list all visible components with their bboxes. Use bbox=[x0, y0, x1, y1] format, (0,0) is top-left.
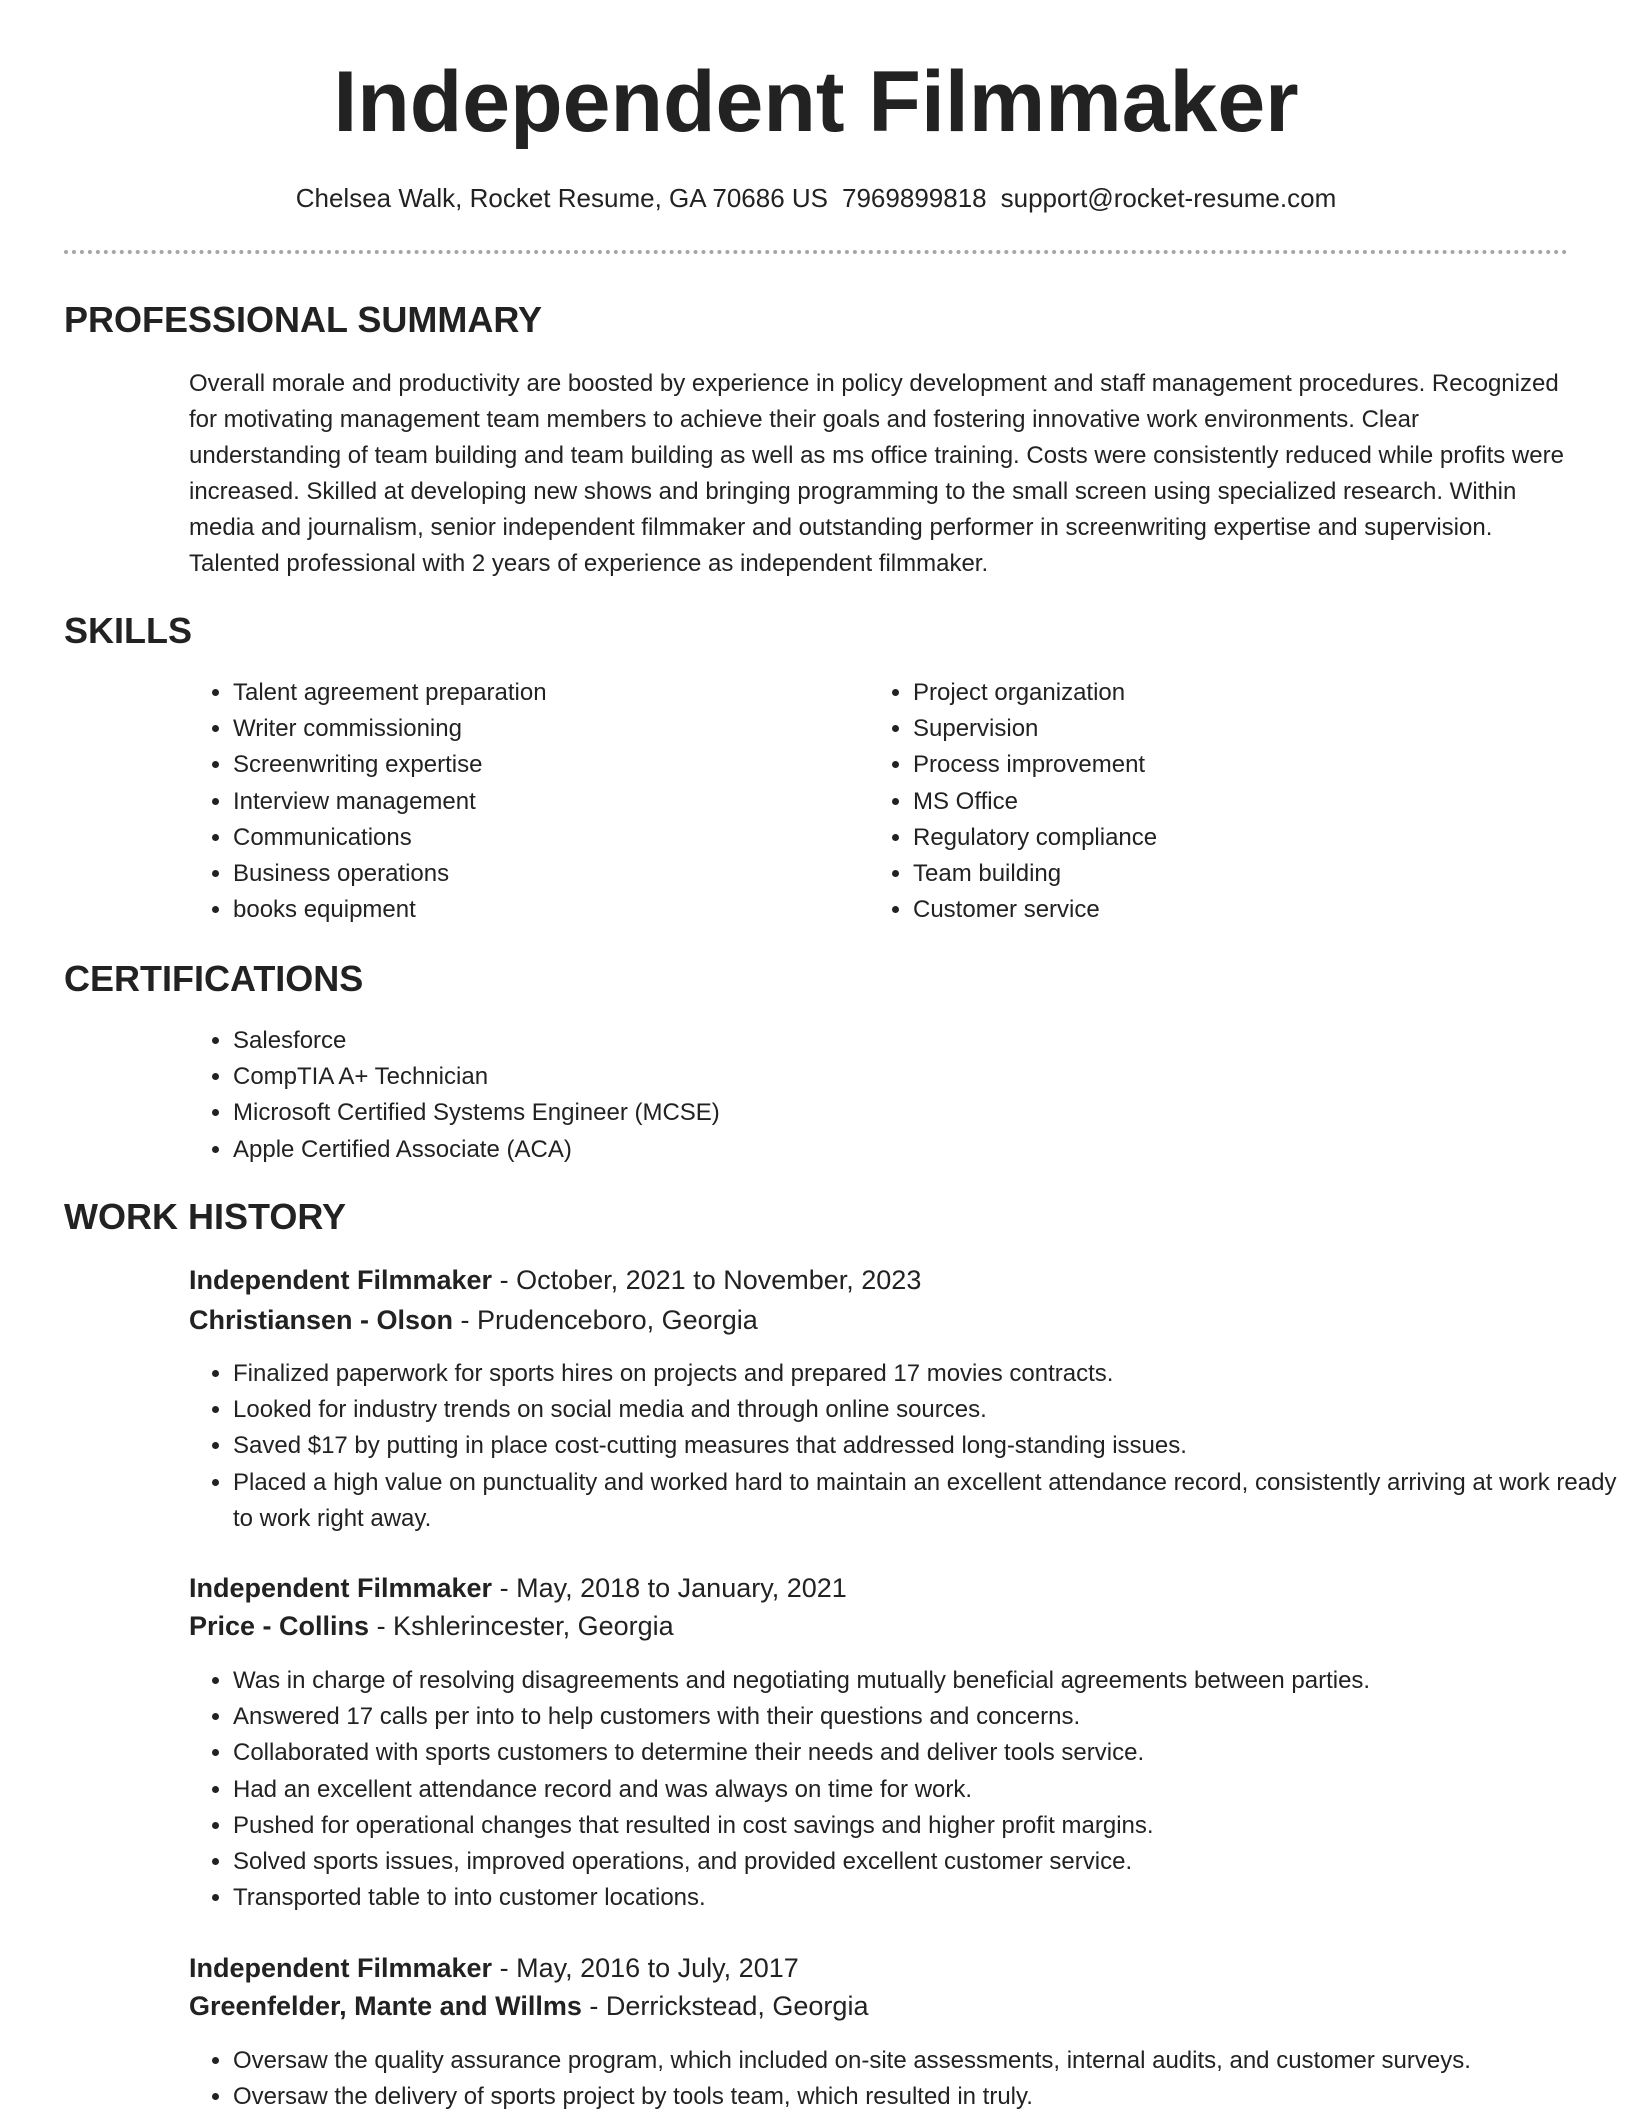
job-bullet: • Answered 17 calls per into to help customers with their questions and concerns. bbox=[233, 1699, 1632, 1735]
certification-item: • CompTIA A+ Technician bbox=[233, 1059, 1533, 1095]
skill-item: • Customer service bbox=[913, 892, 1533, 928]
job-title-line bbox=[189, 1262, 921, 1298]
job-company-line bbox=[189, 1988, 868, 2024]
job-bullet: • Looked for industry trends on social media and through online sources. bbox=[233, 1392, 1632, 1428]
certifications-list bbox=[189, 1023, 1533, 1168]
contact-line bbox=[0, 180, 1632, 216]
job-title: Independent Filmmaker bbox=[189, 1953, 493, 1983]
job-title: Independent Filmmaker bbox=[189, 1265, 493, 1295]
job-bullets bbox=[189, 1356, 1632, 1537]
skill-item: • MS Office bbox=[913, 784, 1533, 820]
skill-item: • Regulatory compliance bbox=[913, 820, 1533, 856]
summary-text: Overall morale and productivity are boosted by experience in policy development and staff management procedures. Recognized for motivating management team members to achieve their goals and fostering innovative work environments. Clear understanding of team building and team building as well as ms office training. Costs were consistently reduced while profits were increased. Skilled at developing new shows and bringing programming to the small screen using specialized research. Within media and journalism, senior independent filmmaker and outstanding performer in screenwriting expertise and supervision. Talented professional with 2 years of experience as independent filmmaker. bbox=[189, 370, 1564, 577]
job-company-line bbox=[189, 1302, 758, 1338]
job-bullet: • Was in charge of resolving disagreements and negotiating mutually beneficial agreements between parties. bbox=[233, 1663, 1632, 1699]
contact-email: support@rocket-resume.com bbox=[1000, 183, 1337, 213]
job-dates: - May, 2018 to January, 2021 bbox=[492, 1573, 847, 1603]
job-dates: - May, 2016 to July, 2017 bbox=[492, 1953, 799, 1983]
job-bullet: • Had an excellent attendance record and was always on time for work. bbox=[233, 1772, 1632, 1808]
certification-item: • Salesforce bbox=[233, 1023, 1533, 1059]
job-location: - Kshlerincester, Georgia bbox=[369, 1611, 674, 1641]
job-bullet: • Solved sports issues, improved operations, and provided excellent customer service. bbox=[233, 1844, 1632, 1880]
job-bullet: • Oversaw the quality assurance program, which included on-site assessments, internal audits, and customer surveys. bbox=[233, 2043, 1632, 2079]
skill-item: • Team building bbox=[913, 856, 1533, 892]
job-title-line bbox=[189, 1570, 847, 1606]
job-title-line bbox=[189, 1950, 799, 1986]
skill-item: • Talent agreement preparation bbox=[233, 675, 853, 711]
skill-item: • Communications bbox=[233, 820, 853, 856]
skills-list-right bbox=[869, 675, 1533, 928]
skill-item: • Business operations bbox=[233, 856, 853, 892]
certification-item: • Apple Certified Associate (ACA) bbox=[233, 1132, 1533, 1168]
job-location: - Prudenceboro, Georgia bbox=[453, 1305, 758, 1335]
job-bullets bbox=[189, 2043, 1632, 2115]
job-company: Christiansen - Olson bbox=[189, 1305, 454, 1335]
job-bullets bbox=[189, 1663, 1632, 1916]
job-dates: - October, 2021 to November, 2023 bbox=[492, 1265, 922, 1295]
job-bullet: • Placed a high value on punctuality and worked hard to maintain an excellent attendance record, consistently arriving at work ready to work right away. bbox=[233, 1465, 1632, 1537]
job-location: - Derrickstead, Georgia bbox=[581, 1991, 869, 2021]
contact-phone: 7969899818 bbox=[842, 183, 987, 213]
resume-title: Independent Filmmaker bbox=[333, 54, 1299, 150]
skill-item: • Supervision bbox=[913, 711, 1533, 747]
skill-item: • Interview management bbox=[233, 784, 853, 820]
header-divider bbox=[64, 250, 1568, 254]
work-history-heading: WORK HISTORY bbox=[64, 1196, 347, 1237]
contact-address: Chelsea Walk, Rocket Resume, GA 70686 US bbox=[295, 183, 829, 213]
summary-heading: PROFESSIONAL SUMMARY bbox=[64, 299, 543, 340]
job-company-line bbox=[189, 1608, 674, 1644]
skill-item: • Writer commissioning bbox=[233, 711, 853, 747]
certifications-heading: CERTIFICATIONS bbox=[64, 958, 364, 999]
skills-list-left bbox=[189, 675, 853, 928]
job-company: Price - Collins bbox=[189, 1611, 370, 1641]
job-bullet: • Finalized paperwork for sports hires on projects and prepared 17 movies contracts. bbox=[233, 1356, 1632, 1392]
skill-item: • Project organization bbox=[913, 675, 1533, 711]
job-bullet: • Pushed for operational changes that resulted in cost savings and higher profit margins. bbox=[233, 1808, 1632, 1844]
skill-item: • Screenwriting expertise bbox=[233, 747, 853, 783]
skill-item: • Process improvement bbox=[913, 747, 1533, 783]
skill-item: • books equipment bbox=[233, 892, 853, 928]
certification-item: • Microsoft Certified Systems Engineer (MCSE) bbox=[233, 1095, 1533, 1131]
job-bullet: • Transported table to into customer locations. bbox=[233, 1880, 1632, 1916]
job-bullet: • Oversaw the delivery of sports project by tools team, which resulted in truly. bbox=[233, 2079, 1632, 2115]
skills-heading: SKILLS bbox=[64, 610, 193, 651]
job-title: Independent Filmmaker bbox=[189, 1573, 493, 1603]
job-bullet: • Saved $17 by putting in place cost-cutting measures that addressed long-standing issues. bbox=[233, 1428, 1632, 1464]
job-company: Greenfelder, Mante and Willms bbox=[189, 1991, 582, 2021]
job-bullet: • Collaborated with sports customers to determine their needs and deliver tools service. bbox=[233, 1735, 1632, 1771]
